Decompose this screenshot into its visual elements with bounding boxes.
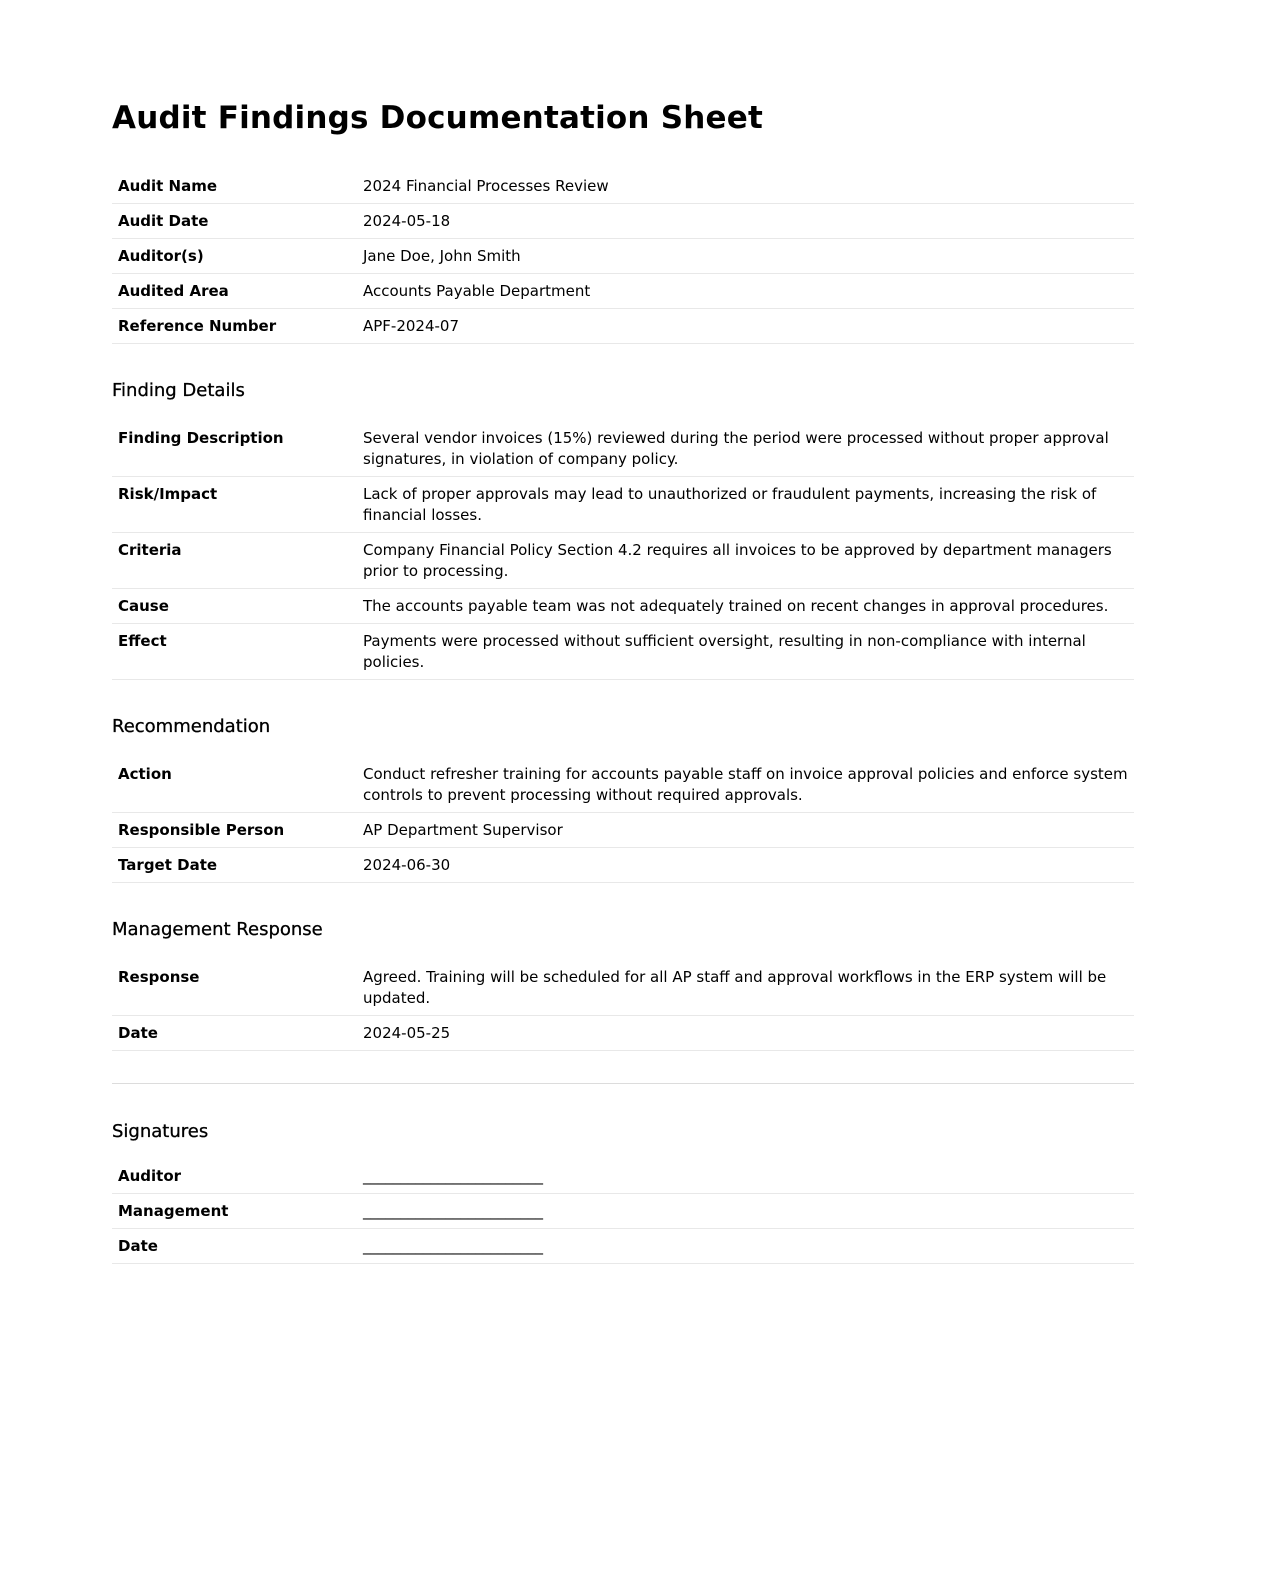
management-signature-line [357, 1194, 1134, 1229]
audit-date-value: 2024-05-18 [357, 204, 1134, 239]
reference-number-value: APF-2024-07 [357, 309, 1134, 344]
finding-description-label: Finding Description [112, 421, 357, 477]
table-row [112, 757, 1134, 813]
table-row [112, 421, 1134, 477]
table-row [112, 1229, 1134, 1264]
responsible-person-label: Responsible Person [112, 813, 357, 848]
management-signature-label: Management [112, 1194, 357, 1229]
criteria-label: Criteria [112, 533, 357, 589]
page-title: Audit Findings Documentation Sheet [112, 100, 763, 136]
recommendation-heading: Recommendation [112, 716, 271, 737]
action-label: Action [112, 757, 357, 813]
table-row [112, 848, 1134, 883]
finding-details-heading: Finding Details [112, 380, 245, 401]
audited-area-value: Accounts Payable Department [357, 274, 1134, 309]
table-row [112, 1016, 1134, 1051]
signatures-table [112, 1159, 1134, 1264]
table-row [112, 169, 1134, 204]
audit-sheet [112, 96, 1134, 1264]
recommendation-table [112, 757, 1134, 883]
auditor-signature-label: Auditor [112, 1159, 357, 1194]
criteria-value: Company Financial Policy Section 4.2 requires all invoices to be approved by department managers prior to processing. [357, 533, 1134, 589]
table-row [112, 1159, 1134, 1194]
table-row [112, 204, 1134, 239]
auditors-value: Jane Doe, John Smith [357, 239, 1134, 274]
table-row [112, 477, 1134, 533]
table-row [112, 960, 1134, 1016]
table-row [112, 533, 1134, 589]
signatures-heading: Signatures [112, 1121, 209, 1142]
management-signature-blank: ________________________ [363, 1202, 543, 1220]
table-row [112, 1194, 1134, 1229]
audit-name-value: 2024 Financial Processes Review [357, 169, 1134, 204]
finding-details-table [112, 421, 1134, 680]
table-row [112, 624, 1134, 680]
target-date-value: 2024-06-30 [357, 848, 1134, 883]
responsible-person-value: AP Department Supervisor [357, 813, 1134, 848]
audited-area-label: Audited Area [112, 274, 357, 309]
finding-description-value: Several vendor invoices (15%) reviewed during the period were processed without proper approval signatures, in violation of company policy. [357, 421, 1134, 477]
action-value: Conduct refresher training for accounts payable staff on invoice approval policies and enforce system controls to prevent processing without required approvals. [357, 757, 1134, 813]
table-row [112, 309, 1134, 344]
management-response-table [112, 960, 1134, 1051]
cause-label: Cause [112, 589, 357, 624]
response-date-value: 2024-05-25 [357, 1016, 1134, 1051]
management-response-heading: Management Response [112, 919, 323, 940]
table-row [112, 274, 1134, 309]
table-row [112, 589, 1134, 624]
audit-date-label: Audit Date [112, 204, 357, 239]
response-label: Response [112, 960, 357, 1016]
effect-value: Payments were processed without sufficient oversight, resulting in non-compliance with internal policies. [357, 624, 1134, 680]
audit-name-label: Audit Name [112, 169, 357, 204]
table-row [112, 239, 1134, 274]
response-date-label: Date [112, 1016, 357, 1051]
risk-impact-value: Lack of proper approvals may lead to unauthorized or fraudulent payments, increasing the risk of financial losses. [357, 477, 1134, 533]
signature-date-blank: ________________________ [363, 1237, 543, 1255]
target-date-label: Target Date [112, 848, 357, 883]
auditor-signature-line [357, 1159, 1134, 1194]
effect-label: Effect [112, 624, 357, 680]
cause-value: The accounts payable team was not adequately trained on recent changes in approval procedures. [357, 589, 1134, 624]
table-row [112, 813, 1134, 848]
auditors-label: Auditor(s) [112, 239, 357, 274]
signature-date-line [357, 1229, 1134, 1264]
reference-number-label: Reference Number [112, 309, 357, 344]
risk-impact-label: Risk/Impact [112, 477, 357, 533]
response-value: Agreed. Training will be scheduled for all AP staff and approval workflows in the ERP system will be updated. [357, 960, 1134, 1016]
auditor-signature-blank: ________________________ [363, 1167, 543, 1185]
signature-date-label: Date [112, 1229, 357, 1264]
header-info-table [112, 169, 1134, 344]
